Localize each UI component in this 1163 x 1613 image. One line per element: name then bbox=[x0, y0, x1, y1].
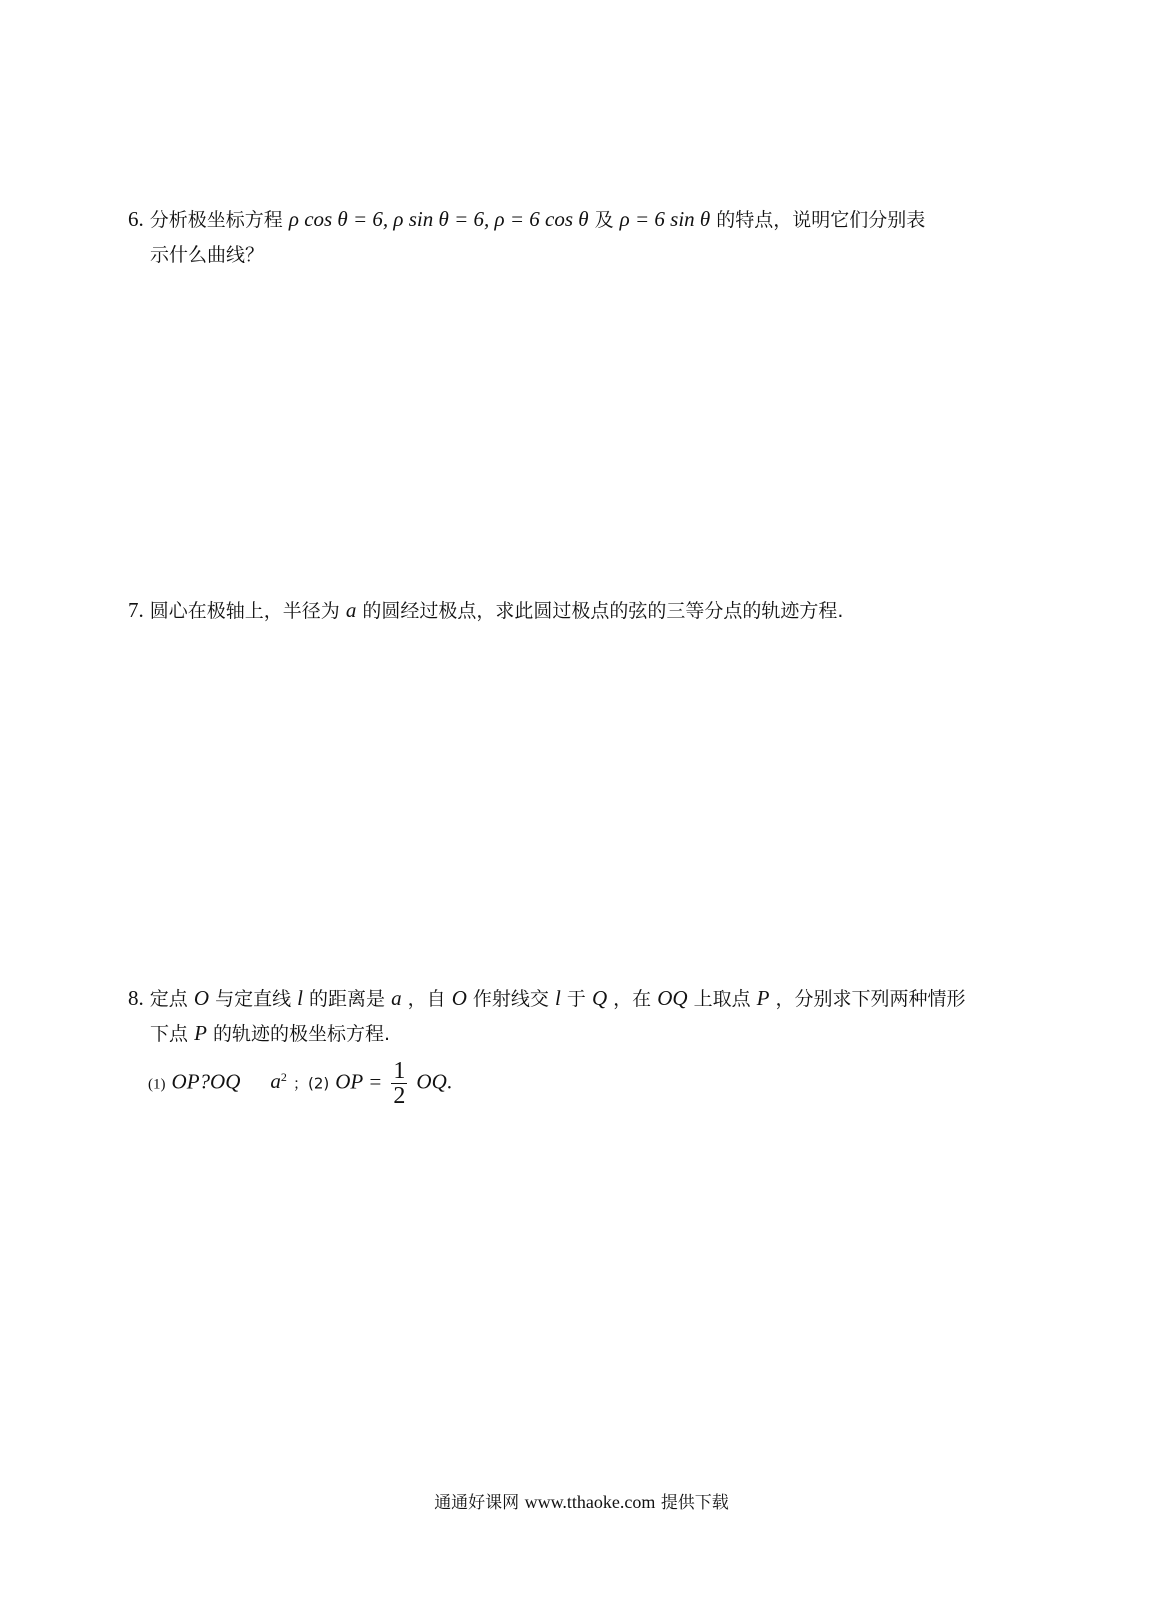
question-8-text: ，在 bbox=[613, 988, 652, 1010]
question-6-equation-4: ρ = 6 sin θ bbox=[619, 207, 711, 231]
question-8-parts bbox=[148, 1052, 452, 1109]
question-6-text-3: 的特点，说明它们分别表 bbox=[716, 209, 926, 231]
part-1-expression: OP?OQ bbox=[171, 1069, 241, 1094]
question-8-text: ，自 bbox=[407, 988, 446, 1010]
question-7-text-2: 的圆经过极点，求此圆过极点的弦的三等分点的轨迹方程. bbox=[362, 600, 844, 622]
question-8-math: O bbox=[451, 986, 467, 1010]
question-8-math: OQ bbox=[657, 986, 688, 1010]
question-8-text: 的距离是 bbox=[309, 988, 386, 1010]
question-6-equations: ρ cos θ = 6, ρ sin θ = 6, ρ = 6 cos θ bbox=[288, 207, 589, 231]
fraction-numerator: 1 bbox=[393, 1057, 406, 1084]
part-1-a: a bbox=[270, 1069, 281, 1094]
footer-url[interactable]: www.tthaoke.com bbox=[524, 1492, 656, 1512]
question-8-text: 作射线交 bbox=[472, 988, 549, 1010]
question-8-math: l bbox=[554, 986, 561, 1010]
question-7-text-1: 圆心在极轴上，半径为 bbox=[149, 600, 340, 622]
question-6-text-2: 及 bbox=[594, 209, 614, 231]
question-8-line-1 bbox=[128, 985, 966, 1012]
question-7-var-a: a bbox=[345, 598, 357, 622]
page-footer bbox=[0, 1488, 1163, 1513]
question-7-line bbox=[128, 597, 843, 624]
part-2-period: . bbox=[446, 1069, 452, 1094]
one-half-fraction bbox=[391, 1059, 407, 1108]
question-8-text: 上取点 bbox=[693, 988, 751, 1010]
question-8-text: ，分别求下列两种情形 bbox=[775, 988, 966, 1010]
question-8-number: 8. bbox=[128, 986, 144, 1010]
footer-brand: 通通好课网 bbox=[434, 1493, 520, 1513]
question-7-number: 7. bbox=[128, 598, 144, 622]
question-6-text-1: 分析极坐标方程 bbox=[149, 209, 283, 231]
question-8-math: Q bbox=[591, 986, 608, 1010]
question-8-math: a bbox=[391, 986, 402, 1010]
question-6-line-1 bbox=[128, 206, 925, 233]
question-8-text: 下点 bbox=[150, 1023, 189, 1045]
question-8-math: O bbox=[193, 986, 210, 1010]
part-2-rhs: OQ bbox=[416, 1069, 447, 1094]
fraction-denominator: 2 bbox=[393, 1082, 406, 1109]
question-8-text: 定点 bbox=[149, 988, 188, 1010]
part-1-exponent: 2 bbox=[280, 1070, 287, 1084]
question-8-line-2 bbox=[150, 1020, 390, 1047]
question-8-text: 与定直线 bbox=[215, 988, 292, 1010]
part-2-lhs: OP = bbox=[335, 1069, 383, 1094]
part-1-label: (1) bbox=[148, 1076, 166, 1093]
question-6-number: 6. bbox=[128, 207, 144, 231]
question-6-text-4: 示什么曲线？ bbox=[150, 244, 265, 266]
question-8-text: 于 bbox=[566, 988, 586, 1010]
part-separator: ；(2) bbox=[292, 1074, 330, 1093]
footer-note: 提供下载 bbox=[660, 1493, 729, 1513]
question-8-text: 的轨迹的极坐标方程. bbox=[212, 1023, 390, 1045]
question-8-math: P bbox=[194, 1021, 207, 1045]
question-6-line-2 bbox=[150, 242, 264, 268]
question-8-math: l bbox=[297, 986, 303, 1010]
question-8-math: P bbox=[756, 986, 770, 1010]
